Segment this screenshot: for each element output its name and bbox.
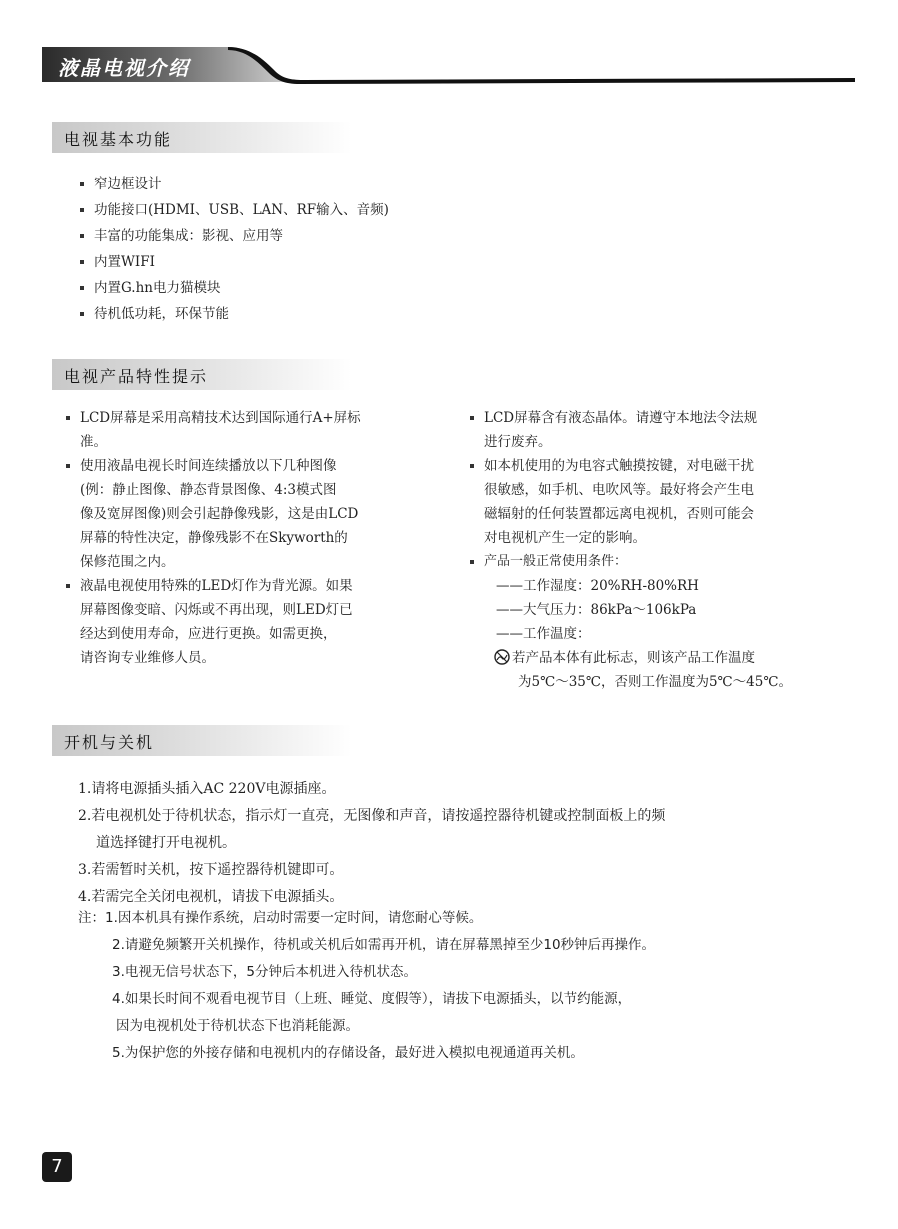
page-number: 7 bbox=[42, 1152, 72, 1182]
conditions-heading: 产品一般正常使用条件： bbox=[470, 550, 870, 574]
note-item: 4.如果长时间不观看电视节目（上班、睡觉、度假等），请拔下电源插头，以节约能源， bbox=[112, 991, 632, 1007]
power-steps-list bbox=[78, 776, 848, 911]
section-features-title: 电视产品特性提示 bbox=[64, 367, 209, 386]
list-item: 如本机使用的为电容式触摸按键，对电磁干扰 很敏感，如手机、电吹风等。最好将会产生电 磁辐射的任何装置都远离电视机，否则可能会 对电视机产生一定的影响。 bbox=[470, 454, 870, 550]
section-power-title: 开机与关机 bbox=[64, 733, 155, 752]
list-item: LCD屏幕含有液态晶体。请遵守本地法令法规 进行废弃。 bbox=[470, 406, 870, 454]
header-swoosh bbox=[0, 0, 898, 100]
list-item: 待机低功耗，环保节能 bbox=[80, 301, 580, 327]
section-basic-title: 电视基本功能 bbox=[64, 130, 173, 149]
list-item: 使用液晶电视长时间连续播放以下几种图像 (例：静止图像、静态背景图像、4:3模式图 像及宽屏图像)则会引起静像残影，这是由LCD 屏幕的特性决定，静像残影不在Skyworth的 保修范围之内。 bbox=[66, 454, 446, 574]
header-band bbox=[0, 0, 898, 100]
list-item: LCD屏幕是采用高精技术达到国际通行A+屏标 准。 bbox=[66, 406, 446, 454]
features-right-column bbox=[470, 406, 870, 694]
features-left-column bbox=[66, 406, 446, 670]
temperature-warning: 若产品本体有此标志，则该产品工作温度 为5℃～35℃，否则工作温度为5℃～45℃。 bbox=[470, 646, 870, 694]
note-item: 3.电视无信号状态下，5分钟后本机进入待机状态。 bbox=[112, 964, 417, 980]
list-item: 4.若需完全关闭电视机，请拔下电源插头。 bbox=[78, 889, 344, 905]
note-item: 注：1.因本机具有操作系统，启动时需要一定时间，请您耐心等候。 bbox=[78, 910, 483, 926]
list-item: 3.若需暂时关机，按下遥控器待机键即可。 bbox=[78, 862, 344, 878]
note-item: 2.请避免频繁开关机操作，待机或关机后如需再开机，请在屏幕黑掉至少10秒钟后再操作。 bbox=[112, 937, 656, 953]
condition-humidity: ——工作湿度：20%RH-80%RH bbox=[496, 578, 699, 594]
basic-feature-list bbox=[80, 171, 580, 327]
section-basic-heading bbox=[52, 122, 352, 153]
list-item: 丰富的功能集成：影视、应用等 bbox=[80, 223, 580, 249]
section-features-heading bbox=[52, 359, 352, 390]
power-notes bbox=[78, 905, 848, 1067]
condition-temperature: ——工作温度： bbox=[496, 626, 591, 642]
list-item: 1.请将电源插头插入AC 220V电源插座。 bbox=[78, 781, 336, 797]
list-item: 窄边框设计 bbox=[80, 171, 580, 197]
list-item: 道选择键打开电视机。 bbox=[96, 835, 236, 851]
temperature-symbol-icon bbox=[494, 649, 510, 665]
note-item: 5.为保护您的外接存储和电视机内的存储设备，最好进入模拟电视通道再关机。 bbox=[112, 1045, 584, 1061]
list-item: 功能接口(HDMI、USB、LAN、RF输入、音频) bbox=[80, 197, 580, 223]
list-item: 液晶电视使用特殊的LED灯作为背光源。如果 屏幕图像变暗、闪烁或不再出现，则LED灯已 经达到使用寿命，应进行更换。如需更换， 请咨询专业维修人员。 bbox=[66, 574, 446, 670]
list-item: 2.若电视机处于待机状态，指示灯一直亮，无图像和声音，请按遥控器待机键或控制面板上的频 bbox=[78, 808, 666, 824]
list-item: 内置G.hn电力猫模块 bbox=[80, 275, 580, 301]
note-item: 因为电视机处于待机状态下也消耗能源。 bbox=[116, 1018, 359, 1034]
section-power-heading bbox=[52, 725, 352, 756]
condition-pressure: ——大气压力：86kPa～106kPa bbox=[496, 602, 697, 618]
page-title: 液晶电视介绍 bbox=[58, 56, 190, 80]
list-item: 内置WIFI bbox=[80, 249, 580, 275]
